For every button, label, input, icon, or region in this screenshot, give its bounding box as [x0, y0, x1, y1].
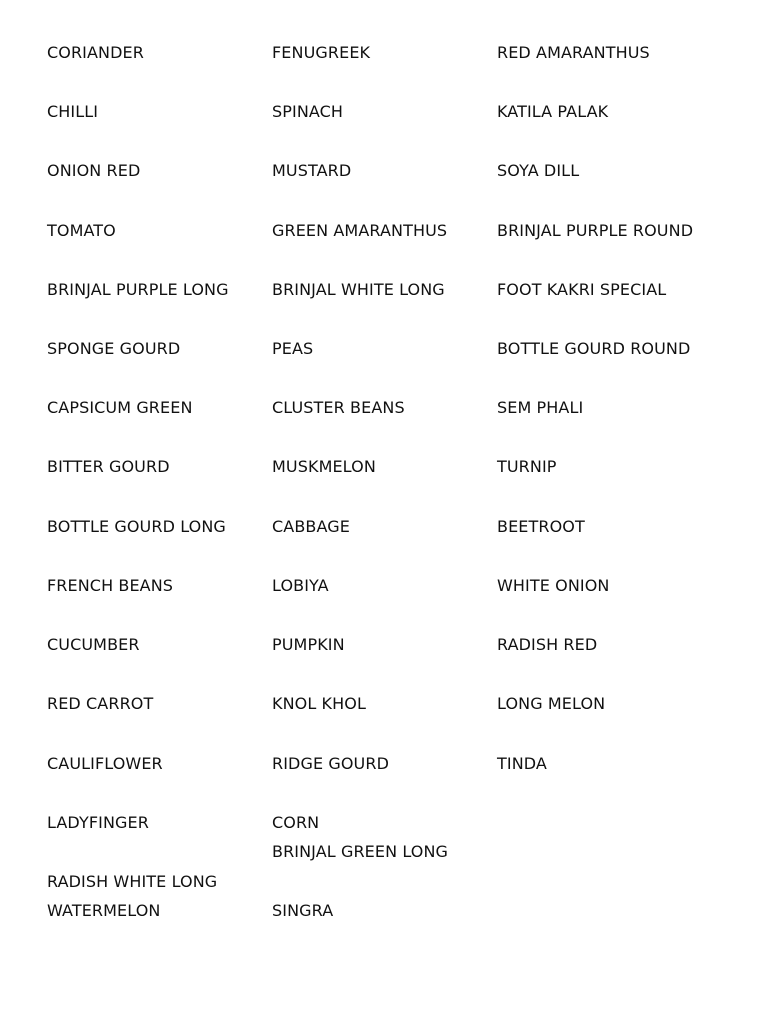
list-item: WHITE ONION: [497, 576, 610, 595]
list-item: CLUSTER BEANS: [272, 398, 405, 417]
list-item: BRINJAL PURPLE ROUND: [497, 221, 694, 240]
list-item: SINGRA: [272, 901, 334, 920]
list-item: SEM PHALI: [497, 398, 584, 417]
list-item: FRENCH BEANS: [47, 576, 174, 595]
list-item: RIDGE GOURD: [272, 754, 389, 773]
list-item: TOMATO: [47, 221, 116, 240]
list-item: CABBAGE: [272, 517, 350, 536]
list-item: FENUGREEK: [272, 43, 371, 62]
list-item: BITTER GOURD: [47, 457, 170, 476]
list-item: RADISH RED: [497, 635, 598, 654]
list-item: BRINJAL GREEN LONG: [272, 842, 449, 861]
list-item: GREEN AMARANTHUS: [272, 221, 448, 240]
list-item: PUMPKIN: [272, 635, 345, 654]
column-3: [497, 0, 722, 1024]
list-item: CAULIFLOWER: [47, 754, 163, 773]
list-item: MUSTARD: [272, 161, 352, 180]
list-item: RED CARROT: [47, 694, 154, 713]
list-item: CORN: [272, 813, 320, 832]
list-item: PEAS: [272, 339, 314, 358]
list-item: RED AMARANTHUS: [497, 43, 650, 62]
list-item: FOOT KAKRI SPECIAL: [497, 280, 667, 299]
list-item: BRINJAL WHITE LONG: [272, 280, 445, 299]
list-item: CUCUMBER: [47, 635, 140, 654]
list-item: RADISH WHITE LONG: [47, 872, 218, 891]
list-item: ONION RED: [47, 161, 141, 180]
list-item: KNOL KHOL: [272, 694, 366, 713]
list-item: CAPSICUM GREEN: [47, 398, 193, 417]
list-item: LADYFINGER: [47, 813, 149, 832]
list-item: TINDA: [497, 754, 547, 773]
list-item: SPONGE GOURD: [47, 339, 181, 358]
column-2: [272, 0, 497, 1024]
list-item: CHILLI: [47, 102, 99, 121]
list-item: CORIANDER: [47, 43, 144, 62]
list-item: TURNIP: [497, 457, 557, 476]
column-1: [47, 0, 272, 1024]
list-item: BOTTLE GOURD ROUND: [497, 339, 691, 358]
list-item: BRINJAL PURPLE LONG: [47, 280, 229, 299]
list-item: BEETROOT: [497, 517, 585, 536]
list-item: LOBIYA: [272, 576, 329, 595]
list-item: SOYA DILL: [497, 161, 580, 180]
list-item: KATILA PALAK: [497, 102, 609, 121]
list-item: MUSKMELON: [272, 457, 376, 476]
list-item: SPINACH: [272, 102, 344, 121]
list-item: BOTTLE GOURD LONG: [47, 517, 226, 536]
list-item: LONG MELON: [497, 694, 606, 713]
list-item: WATERMELON: [47, 901, 161, 920]
